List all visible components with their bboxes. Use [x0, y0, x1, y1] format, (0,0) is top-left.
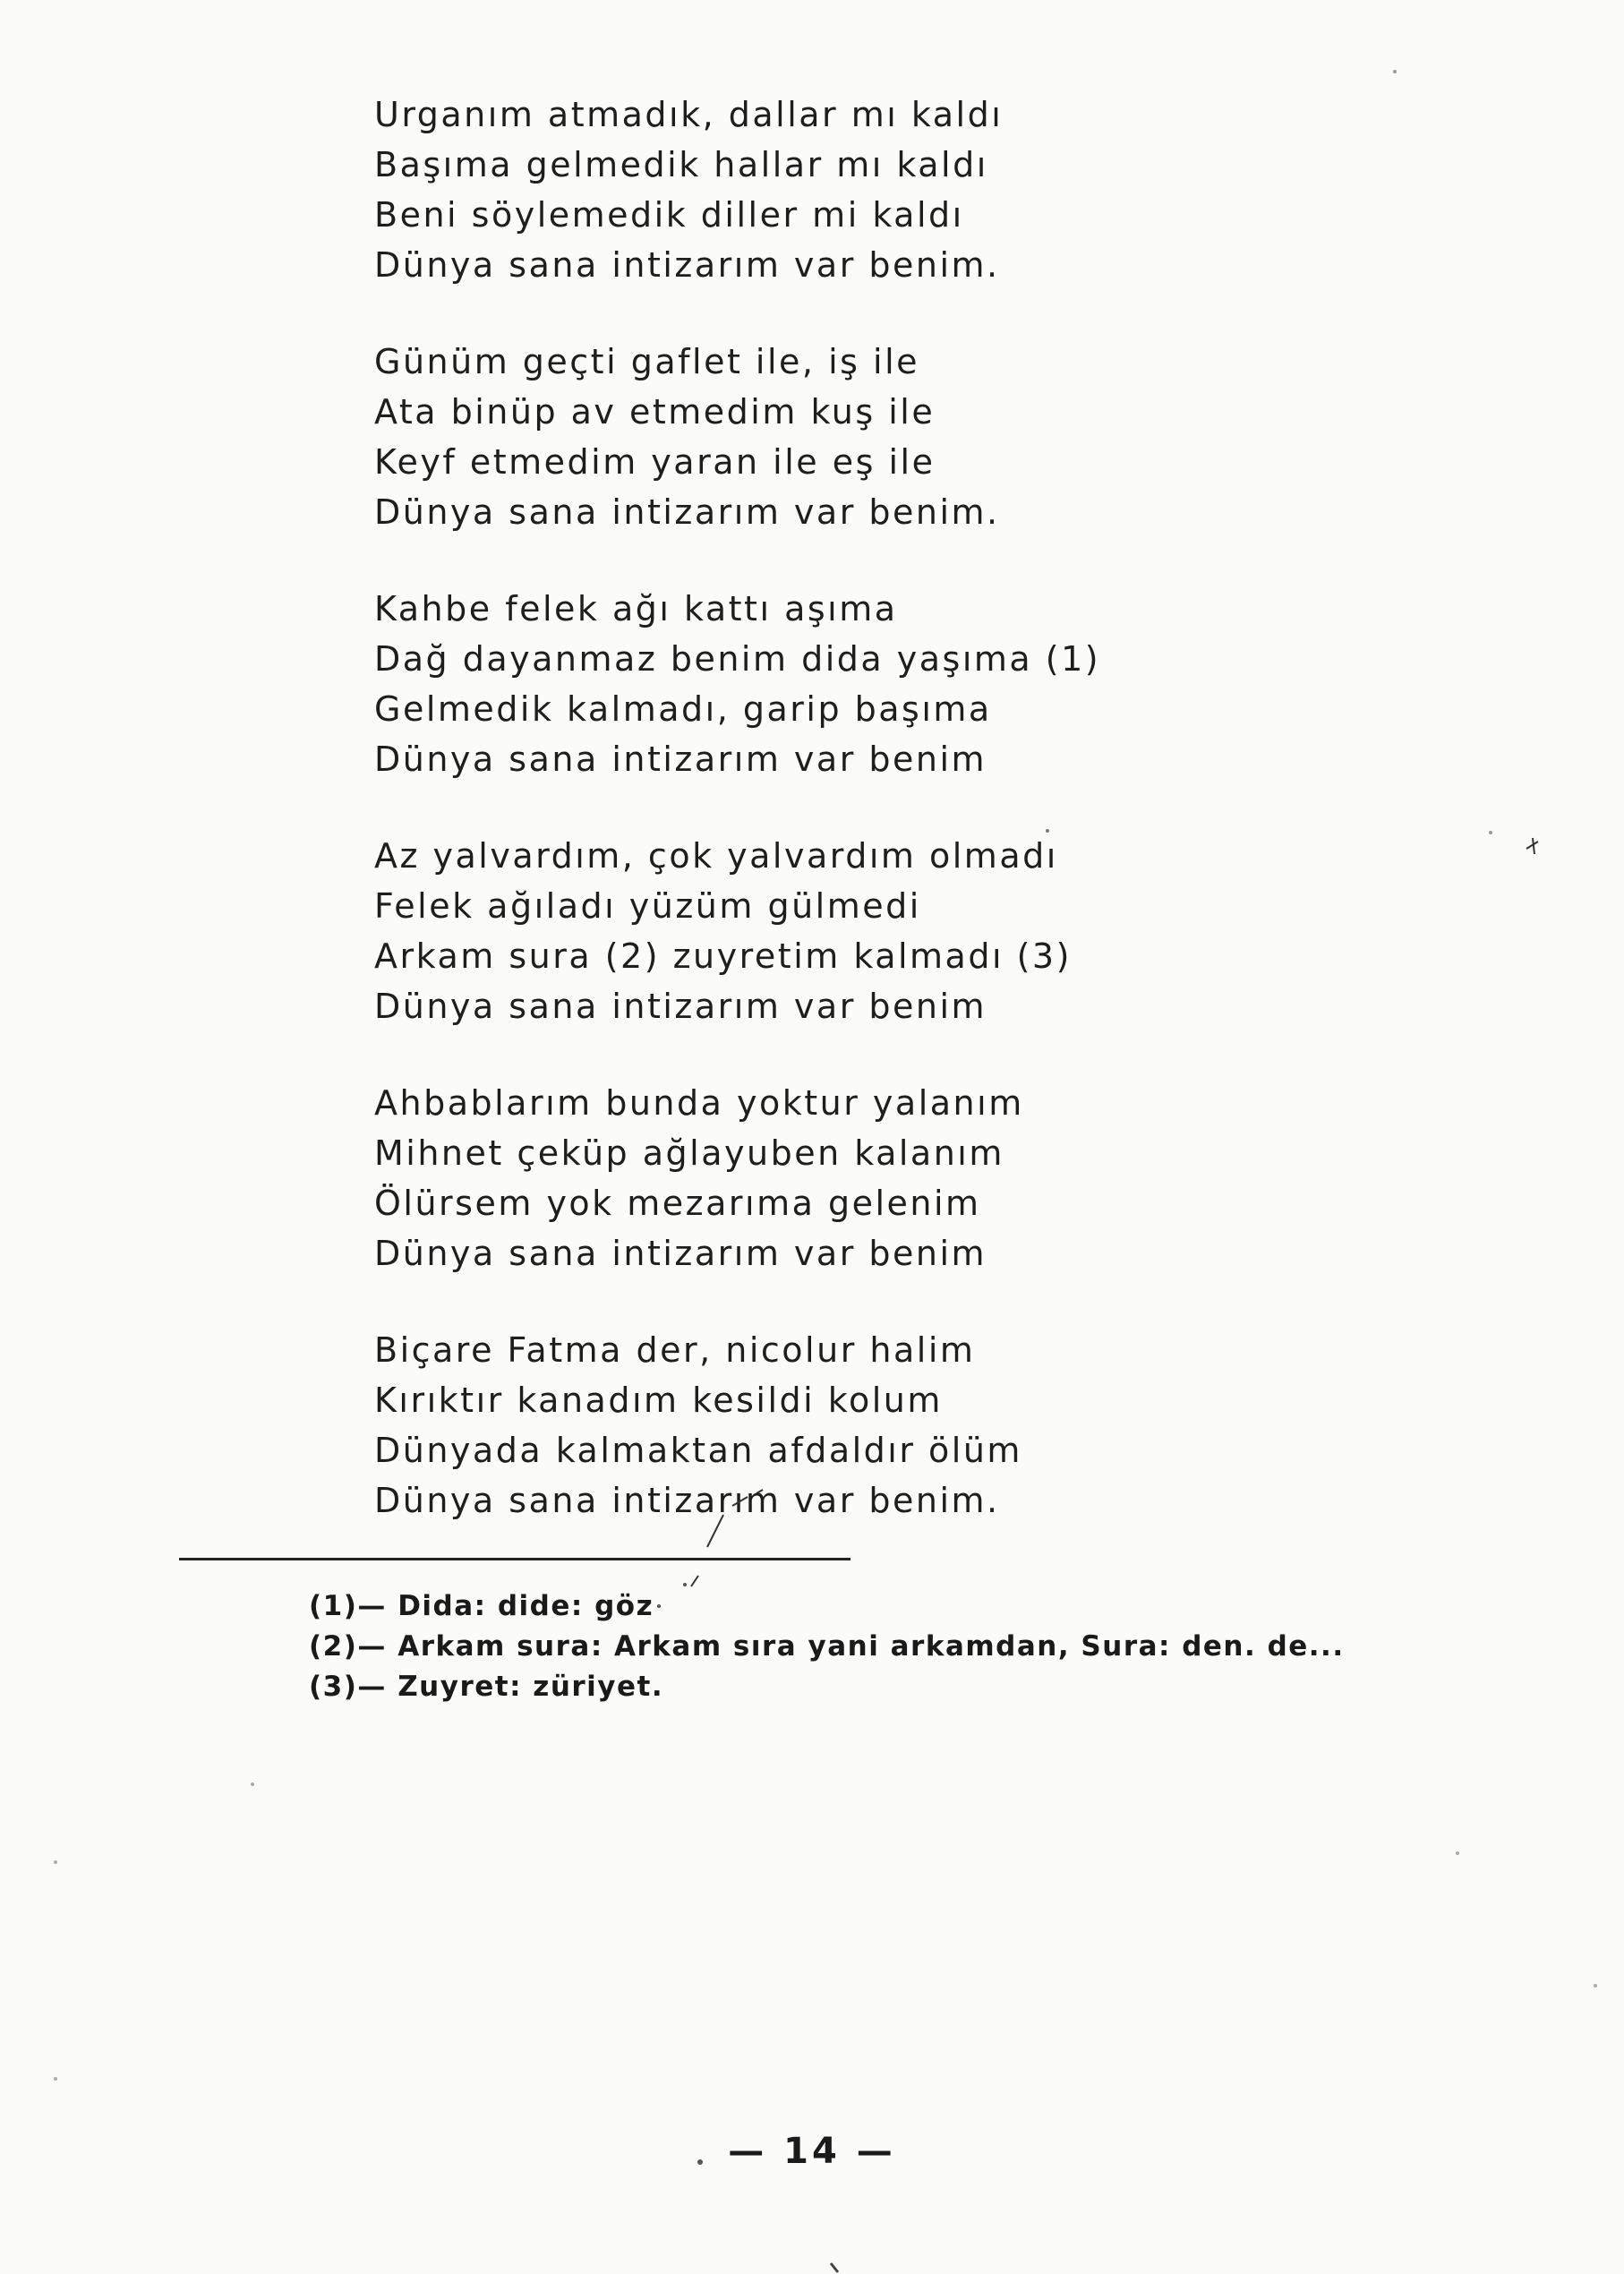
footnote: (2)— Arkam sura: Arkam sıra yani arkamdan, Sura: den. de...: [309, 1630, 1345, 1663]
stanza: [374, 1325, 1269, 1526]
verse-line: Günüm geçti gaflet ile, iş ile: [374, 342, 920, 381]
speck: [831, 2263, 838, 2272]
verse-line: Dünyada kalmaktan afdaldır ölüm: [374, 1431, 1022, 1470]
footnote: (3)— Zuyret: züriyet.: [309, 1671, 664, 1703]
verse-line: Urganım atmadık, dallar mı kaldı: [374, 95, 1004, 134]
verse-line: Dünya sana intizarım var benim: [374, 987, 987, 1026]
verse-line: Arkam sura (2) zuyretim kalmadı (3): [374, 936, 1072, 976]
verse-line: Az yalvardım, çok yalvardım olmadı: [374, 836, 1058, 876]
verse-line: Ata binüp av etmedim kuş ile: [374, 392, 936, 432]
verse-line: Keyf etmedim yaran ile eş ile: [374, 442, 936, 482]
verse-line: Mihnet çeküp ağlayuben kalanım: [374, 1133, 1004, 1173]
footnote: (1)— Dida: dide: göz: [309, 1590, 654, 1622]
verse-line: Felek ağıladı yüzüm gülmedi: [374, 886, 921, 926]
speck: [54, 1860, 57, 1864]
verse-line: Dünya sana intizarım var benim: [374, 1234, 987, 1273]
verse-line: Biçare Fatma der, nicolur halim: [374, 1330, 976, 1370]
verse-line: Kırıktır kanadım kesildi kolum: [374, 1381, 943, 1420]
speck: [1489, 831, 1492, 834]
stanza: [374, 831, 1269, 1031]
verse-line: Dünya sana intizarım var benim.: [374, 245, 1000, 285]
footnote-divider: [179, 1558, 850, 1560]
speck: [1594, 1984, 1597, 1988]
footnotes: [309, 1586, 1383, 1707]
verse-line: Dünya sana intizarım var benim.: [374, 492, 1000, 532]
stanza: [374, 584, 1269, 784]
poem: [374, 90, 1269, 1572]
speck: [54, 2077, 57, 2081]
stanza: [374, 337, 1269, 537]
verse-line: Dağ dayanmaz benim dida yaşıma (1): [374, 639, 1101, 679]
verse-line: Ölürsem yok mezarıma gelenim: [374, 1184, 981, 1223]
stanza: [374, 1078, 1269, 1278]
verse-line: Ahbablarım bunda yoktur yalanım: [374, 1083, 1024, 1123]
pen-stroke-mark: [1526, 838, 1538, 854]
verse-line: Gelmedik kalmadı, garip başıma: [374, 689, 992, 729]
verse-line: Dünya sana intizarım var benim: [374, 739, 987, 779]
verse-line: Dünya sana intizarım var benim.: [374, 1481, 1000, 1520]
speck: [1456, 1851, 1459, 1855]
verse-line: Başıma gelmedik hallar mı kaldı: [374, 145, 988, 184]
speck: [251, 1782, 254, 1786]
page-number: — 14 —: [728, 2131, 896, 2172]
verse-line: Kahbe felek ağı kattı aşıma: [374, 589, 898, 628]
speck: [1393, 70, 1397, 73]
verse-line: Beni söylemedik diller mi kaldı: [374, 195, 964, 235]
stanza: [374, 90, 1269, 290]
